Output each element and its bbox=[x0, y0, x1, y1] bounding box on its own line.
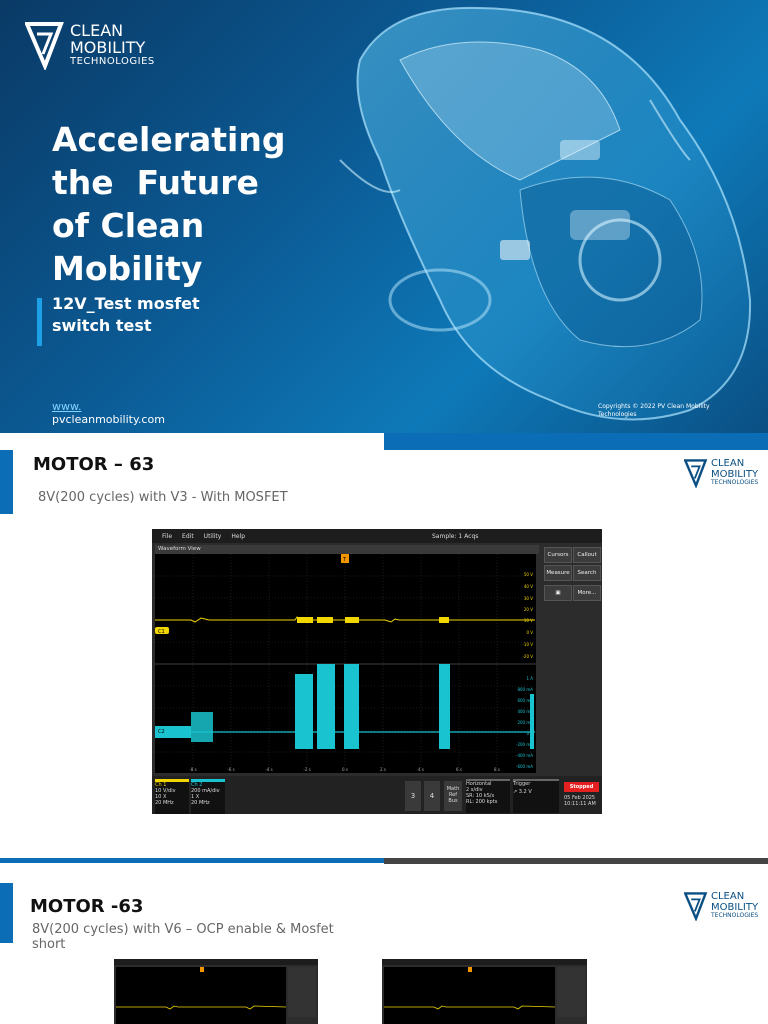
ch1-label: Ch 1 bbox=[155, 782, 167, 788]
motor-subtitle: 8V(200 cycles) with V3 - With MOSFET bbox=[38, 490, 288, 505]
record-length: RL: 200 kpts bbox=[466, 799, 498, 805]
trigger-value: 3.2 V bbox=[518, 789, 532, 795]
xtick: -8 s bbox=[189, 767, 197, 772]
oscilloscope-thumbnail-right bbox=[382, 959, 587, 1024]
waveform-view-title: Waveform View bbox=[155, 545, 539, 554]
ch1-ytick: -20 V bbox=[522, 654, 533, 659]
screen-capture-icon[interactable]: ▣ bbox=[544, 585, 572, 601]
logo-line3: TECHNOLOGIES bbox=[711, 912, 759, 920]
acquisition-status: Sample: 1 Acqs bbox=[432, 532, 479, 540]
ch2-ytick: 200 mA bbox=[517, 720, 533, 725]
logo-line1: CLEAN bbox=[711, 458, 745, 470]
xtick: 2 s bbox=[380, 767, 386, 772]
math-ref-bus-button[interactable] bbox=[444, 781, 462, 811]
slide-divider-line-dark bbox=[384, 858, 768, 864]
subtitle-line: short bbox=[32, 937, 66, 952]
title-line: the Future bbox=[52, 163, 259, 202]
logo-line2: MOBILITY bbox=[70, 37, 146, 57]
menu-edit[interactable]: Edit bbox=[182, 532, 194, 540]
logo-line2: MOBILITY bbox=[711, 468, 759, 480]
ch2-ytick: -400 mA bbox=[516, 753, 533, 758]
ch1-ytick: 20 V bbox=[523, 607, 533, 612]
motor-title: MOTOR -63 bbox=[30, 896, 144, 917]
company-logo bbox=[25, 20, 155, 70]
trigger-settings-badge[interactable] bbox=[513, 779, 559, 813]
ch1-ytick: 30 V bbox=[523, 596, 533, 601]
logo-line1: CLEAN bbox=[70, 20, 124, 40]
ch2-burst bbox=[317, 664, 335, 749]
subtitle-line: switch test bbox=[52, 316, 152, 335]
ch2-marker-label: C2 bbox=[158, 729, 165, 735]
title-accent-bar bbox=[0, 883, 13, 943]
side-button-panel bbox=[288, 967, 316, 1017]
ch2-ytick: 0 A bbox=[526, 731, 533, 736]
ref-label: Ref bbox=[448, 792, 458, 798]
xtick: 0 s bbox=[342, 767, 348, 772]
ch2-settings-badge[interactable] bbox=[191, 779, 225, 814]
ch1-settings-badge[interactable] bbox=[155, 779, 189, 814]
ch1-trace bbox=[116, 1006, 286, 1009]
ch2-label: Ch 2 bbox=[191, 782, 203, 788]
ch2-probe: 1 X bbox=[191, 794, 200, 800]
logo-line1: CLEAN bbox=[711, 891, 745, 903]
callout-button[interactable]: Callout bbox=[573, 547, 601, 563]
scope-menu-bar bbox=[382, 959, 587, 965]
motor-subtitle bbox=[32, 922, 334, 952]
ch1-trace bbox=[384, 1006, 555, 1009]
ch1-burst bbox=[345, 617, 359, 623]
pv-logo-icon bbox=[684, 458, 708, 488]
menu-utility[interactable]: Utility bbox=[203, 532, 222, 540]
slide-divider-band bbox=[384, 433, 768, 450]
ch2-ytick: 600 mA bbox=[517, 698, 533, 703]
company-logo bbox=[684, 458, 758, 488]
title-line: of Clean bbox=[52, 206, 205, 245]
title-accent-bar bbox=[0, 450, 13, 514]
ch2-ytick: -200 mA bbox=[516, 742, 533, 747]
ch4-button[interactable]: 4 bbox=[424, 781, 440, 811]
ch1-burst bbox=[297, 617, 313, 623]
slide-divider-line bbox=[0, 858, 384, 863]
ch2-ytick: 800 mA bbox=[517, 687, 533, 692]
ch1-scale: 10 V/div bbox=[155, 788, 176, 794]
date-text: 05 Feb 2025 bbox=[564, 795, 596, 801]
title-line: Accelerating bbox=[52, 120, 286, 159]
xtick: 8 s bbox=[494, 767, 500, 772]
ch2-scale: 200 mA/div bbox=[191, 788, 220, 794]
cursors-button[interactable]: Cursors bbox=[544, 547, 572, 563]
trigger-marker-label: T bbox=[343, 557, 347, 563]
xtick: 6 s bbox=[456, 767, 462, 772]
scope-menu-bar bbox=[114, 959, 318, 965]
math-label: Math bbox=[446, 786, 460, 792]
title-line: Mobility bbox=[52, 249, 203, 288]
waveform-plot bbox=[384, 967, 555, 1024]
run-stop-button[interactable]: Stopped bbox=[564, 782, 599, 792]
ch2-ytick: -600 mA bbox=[516, 764, 533, 769]
ch1-burst bbox=[317, 617, 333, 623]
ch2-ytick: 400 mA bbox=[517, 709, 533, 714]
copyright-line: Copyrights © 2022 PV Clean Mobility bbox=[598, 403, 710, 410]
ch2-burst bbox=[439, 664, 450, 749]
trigger-level: ↗ 3.2 V bbox=[513, 789, 532, 795]
date-time bbox=[564, 795, 600, 807]
ch1-probe: 10 X bbox=[155, 794, 167, 800]
subtitle-accent-bar bbox=[37, 298, 42, 346]
subtitle-line: 12V_Test mosfet bbox=[52, 294, 200, 313]
more-button[interactable]: More... bbox=[573, 585, 601, 601]
horizontal-scale: 2 s/div bbox=[466, 787, 483, 793]
oscilloscope-thumbnail-left bbox=[114, 959, 318, 1024]
waveform-plot bbox=[155, 554, 536, 773]
ch1-ytick: 50 V bbox=[523, 572, 533, 577]
xtick: -2 s bbox=[303, 767, 311, 772]
motor-ocp-slide bbox=[0, 867, 768, 1024]
measure-button[interactable]: Measure bbox=[544, 565, 572, 581]
motor-slide bbox=[0, 450, 768, 858]
trigger-label: Trigger bbox=[513, 781, 531, 787]
xtick: -4 s bbox=[265, 767, 273, 772]
oscilloscope-screenshot bbox=[152, 529, 602, 814]
ch2-burst bbox=[344, 664, 359, 749]
subtitle-line: 8V(200 cycles) with V6 – OCP enable & Mosfet bbox=[32, 922, 334, 937]
ch1-ytick: 10 V bbox=[523, 618, 533, 623]
pv-logo-icon bbox=[684, 891, 708, 921]
ch3-button[interactable]: 3 bbox=[405, 781, 421, 811]
copyright-text bbox=[598, 403, 718, 419]
xtick: -6 s bbox=[227, 767, 235, 772]
motor-title: MOTOR – 63 bbox=[33, 454, 155, 475]
ch2-burst bbox=[295, 674, 313, 749]
slide-title bbox=[52, 118, 322, 290]
horizontal-label: Horizontal bbox=[466, 781, 492, 787]
logo-line2: MOBILITY bbox=[711, 901, 759, 913]
website-link-prefix[interactable]: www. bbox=[52, 400, 82, 413]
ch2-bandwidth: 20 MHz bbox=[191, 800, 210, 806]
ch1-burst bbox=[439, 617, 449, 623]
ch1-ytick: 40 V bbox=[523, 584, 533, 589]
menu-file[interactable]: File bbox=[162, 532, 173, 540]
ch2-burst bbox=[191, 712, 213, 742]
ch1-ytick: -10 V bbox=[522, 642, 533, 647]
trigger-position-marker bbox=[200, 967, 204, 972]
company-logo bbox=[684, 891, 758, 921]
menu-help[interactable]: Help bbox=[231, 532, 246, 540]
logo-line3: TECHNOLOGIES bbox=[70, 55, 155, 67]
website-url[interactable]: pvcleanmobility.com bbox=[52, 413, 165, 426]
ch1-marker-label: C1 bbox=[158, 629, 165, 635]
side-button-panel bbox=[557, 967, 585, 1017]
title-slide bbox=[0, 0, 768, 433]
sample-rate: SR: 10 kS/s bbox=[466, 793, 495, 799]
search-button[interactable]: Search bbox=[573, 565, 601, 581]
copyright-line: Technologies bbox=[598, 411, 637, 418]
ch1-bandwidth: 20 MHz bbox=[155, 800, 174, 806]
ch2-ytick: 1 A bbox=[526, 676, 533, 681]
car-xray-image bbox=[320, 0, 768, 433]
logo-line3: TECHNOLOGIES bbox=[711, 479, 759, 487]
trigger-position-marker bbox=[468, 967, 472, 972]
xtick: 4 s bbox=[418, 767, 424, 772]
pv-logo-icon bbox=[25, 20, 65, 70]
time-text: 10:11:11 AM bbox=[564, 801, 596, 807]
ch1-ytick: 0 V bbox=[526, 630, 533, 635]
waveform-plot bbox=[116, 967, 286, 1024]
horizontal-settings-badge[interactable] bbox=[466, 779, 510, 813]
bus-label: Bus bbox=[448, 798, 458, 804]
slide-subtitle bbox=[52, 293, 252, 337]
scope-menu-bar bbox=[152, 529, 602, 543]
